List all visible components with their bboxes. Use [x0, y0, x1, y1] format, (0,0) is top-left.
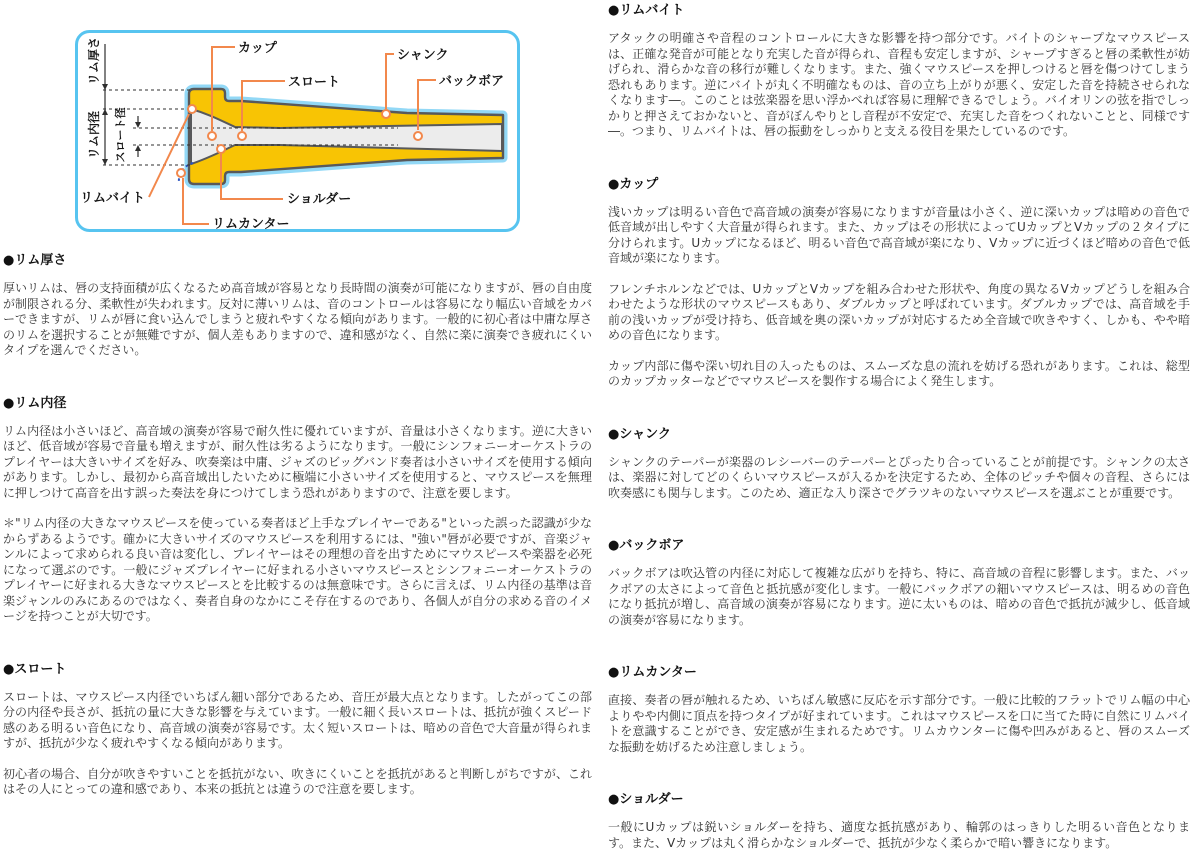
section-title-rim-inner-diameter: ●リム内径 [3, 395, 67, 411]
paragraph: 浅いカップは明るい音色で高音域の演奏が容易になりますが音量は小さく、逆に深いカップは暗めの音色で低音域が出しやすく大音量が得られます。また、カップはその形状によってUカップとVカップの２タイプに分けられます。Uカップになるほど、明るい音色で高音域が楽になり、Vカップに近づくほど暗めの音色で低音域が楽になります。 [608, 204, 1190, 265]
left-column [3, 253, 592, 798]
marker-shank-icon [382, 110, 390, 118]
paragraph: 直接、奏者の唇が触れるため、いちばん敏感に反応を示す部分です。一般に比較的フラットでリム幅の中心よりやや内側に頂点を持つタイプが好まれています。これはマウスピースを口に当てた時に自然にリムバイトを意識することができ、安定感が生まれるためです。リムカウンターに傷や凹みがあると、唇のスムーズな振動を妨げるため注意しましょう。 [608, 693, 1190, 754]
paragraph: カップ内部に傷や深い切れ目の入ったものは、スムーズな息の流れを妨げる恐れがあります。これは、総型のカップカッターなどでマウスピースを製作する場合によく発生します。 [608, 358, 1190, 388]
section-title-shoulder: ●ショルダー [608, 792, 684, 807]
diagram-label-shank: シャンク [397, 48, 449, 63]
marker-rim-contour-icon [177, 169, 185, 177]
paragraph: フレンチホルンなどでは、UカップとVカップを組み合わせた形状や、角度の異なるVカップどうしを組み合わせたような形状のマウスピースもあり、ダブルカップと呼ばれています。ダブルカップでは、高音域を手前の浅いカップが受け持ち、低音域を奥の深いカップが対応するため全音域で吹きやすく、しかも、やや暗めの音色になります。 [608, 281, 1190, 342]
section-title-rim-contour: ●リムカンター [608, 665, 697, 680]
paragraph: リム内径は小さいほど、高音域の演奏が容易で耐久性に優れていますが、音量は小さくなります。逆に大きいほど、低音域が容易で音量も増えますが、耐久性は劣るようになります。一般にシンフォニーオーケストラのプレイヤーは大きいサイズを好み、吹奏楽は中庸、ジャズのビッグバンド奏者は小さいサイズを使用する傾向があります。しかし、最初から高音域出したいために極端に小さいサイズを使用すると、マウスピースを無理に押しつけて高音を出す誤った奏法を身につけてしまう恐れがありますので、注意を要します。 [3, 423, 592, 500]
diagram-label-rim-contour: リムカンター [212, 217, 290, 232]
section-title-cup: ●カップ [608, 176, 659, 192]
diagram-label-backbore: バックボア [439, 74, 505, 89]
section-title-backbore: ●バックボア [608, 538, 685, 553]
mouthpiece-cross-section-diagram [75, 30, 520, 232]
section-shoulder [608, 792, 1190, 851]
diagram-label-rim-thickness: リム厚さ [87, 36, 101, 86]
section-throat [3, 662, 592, 798]
section-rim-contour [608, 665, 1190, 755]
diagram-label-shoulder: ショルダー [287, 192, 352, 207]
section-title-shank: ●シャンク [608, 426, 671, 442]
diagram-label-throat-diameter: スロート径 [114, 107, 127, 163]
diagram-label-cup: カップ [238, 41, 277, 56]
section-rim-inner-diameter [3, 396, 592, 625]
section-backbore [608, 538, 1190, 628]
marker-shoulder-icon [217, 145, 225, 153]
section-shank [608, 427, 1190, 502]
paragraph: スロートは、マウスピース内径でいちばん細い部分であるため、音圧が最大点となります。したがってこの部分の内径や長さが、抵抗の量に大きな影響を与えています。一般に細く長いスロートは、抵抗が強くスピード感のある明るい音色になり、高音域の演奏が容易です。太く短いスロートは、暗めの音色で大音量が得られますが、抵抗が少なく疲れやすくなる傾向があります。 [3, 689, 592, 750]
marker-cup-icon [208, 132, 216, 140]
paragraph: 厚いリムは、唇の支持面積が広くなるため高音域が容易となり長時間の演奏が可能になりますが、唇の自由度が制限される分、柔軟性が失われます。反対に薄いリムは、音のコントロールは容易になり幅広い音域をカバーできますが、リムが唇に食い込んでしまうと疲れやすくなる傾向があります。一般的に初心者は中庸な厚さのリムを選択することが無難ですが、個人差もありますので、違和感がなく、自然に楽に演奏でき疲れにくいタイプを選んでください。 [3, 281, 592, 357]
marker-rim-bite-icon [188, 105, 196, 113]
marker-backbore-icon [414, 132, 422, 140]
diagram-label-throat: スロート [288, 75, 341, 90]
section-rim-bite [608, 3, 1190, 140]
section-title-throat: ●スロート [3, 661, 67, 677]
mouthpiece-diagram-svg [75, 30, 520, 232]
section-title-rim-bite: ●リムバイト [608, 3, 685, 18]
paragraph: 一般にUカップは鋭いショルダーを持ち、適度な抵抗感があり、輪郭のはっきりした明るい音色となります。また、Vカップは丸く滑らかなショルダーで、抵抗が少なく柔らかで暗い響きになります。 [608, 820, 1190, 850]
section-title-rim-thickness: ●リム厚さ [3, 253, 67, 268]
section-cup [608, 177, 1190, 390]
paragraph: シャンクのテーパーが楽器のレシーバーのテーパーとぴったり合っていることが前提です。シャンクの太さは、楽器に対してどのくらいマウスピースが入るかを決定するため、全体のピッチや個々の音程、さらには吹奏感にも関与します。このため、適正な入り深さでグラツキのないマウスピースを選ぶことが重要です。 [608, 454, 1190, 500]
paragraph: バックボアは吹込管の内径に対応して複雑な広がりを持ち、特に、高音域の音程に影響します。また、バックボアの太さによって音色と抵抗感が変化します。一般にバックボアの細いマウスピースは、明るめの音色になり抵抗が増し、高音域の演奏が容易になります。逆に太いものは、暗めの音色で抵抗が減少し、低音域の演奏が容易になります。 [608, 566, 1190, 627]
marker-throat-icon [238, 132, 246, 140]
section-rim-thickness [3, 253, 592, 359]
diagram-label-rim-inner-diameter: リム内径 [87, 110, 101, 160]
paragraph: アタックの明確さや音程のコントロールに大きな影響を持つ部分です。バイトのシャープなマウスピースは、正確な発音が可能となり充実した音が得られ、音程も安定しますが、シャープすぎると唇の柔軟性が妨げられ、滑らかな音の移行が難しくなります。また、強くマウスピースを押しつけると唇を傷つけてしまう恐れもあります。逆にバイトが丸く不明確なものは、音の立ち上がりが悪く、安定した音を持続させられなくなります―。このことは弦楽器を思い浮かべれば容易に理解できるでしょう。バイオリンの弦を指でしっかりと押さえておかないと、音がぼんやりとし音程が不安定で、充実した音をつくれないことと、同様です―。つまり、リムバイトは、唇の振動をしっかりと支える役目を果たしているのです。 [608, 31, 1190, 138]
diagram-label-rim-bite: リムバイト [80, 191, 146, 206]
paragraph: 初心者の場合、自分が吹きやすいことを抵抗がない、吹きにくいことを抵抗があると判断しがちですが、これはその人にとっての違和感であり、本来の抵抗とは違うので注意を要します。 [3, 766, 592, 796]
paragraph: ＊"リム内径の大きなマウスピースを使っている奏者ほど上手なプレイヤーである"といった誤った認識が少なからずあるようです。確かに大きいサイズのマウスピースを利用するには、"強い"唇が必要ですが、音楽ジャンルによって求められる良い音は変化し、プレイヤーはその理想の音を出すためにマウスピースや楽器を必死になって選ぶのです。一般にジャズプレイヤーに好まれる小さいマウスピースとシンフォニーオーケストラのプレイヤーに好まれる大きなマウスピースとを比較するのは無意味です。さらに言えば、リム内径の基準は音楽ジャンルのみにあるのではなく、奏者自身のなかにこそ存在するのであり、各個人が自分の求める音のイメージを持つことが大切です。 [3, 516, 592, 623]
right-column [608, 3, 1190, 851]
